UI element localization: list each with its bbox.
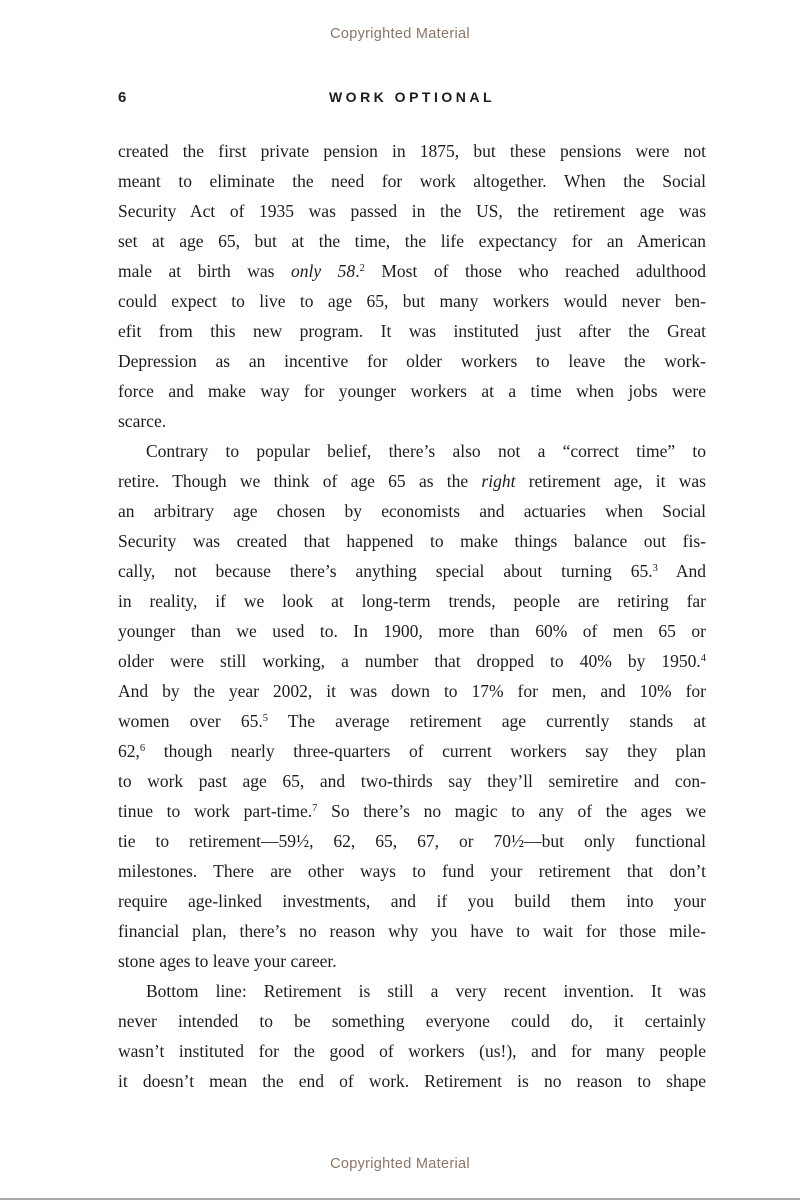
text-line: Security was created that happened to make things balance out fis-: [118, 531, 706, 551]
text-line: wasn’t instituted for the good of workers (us!), and for many people: [118, 1041, 706, 1061]
text-line: And by the year 2002, it was down to 17% for men, and 10% for: [118, 681, 706, 701]
text-line: 62,$^6$ though nearly three-quarters of current workers say they plan: [118, 741, 706, 761]
text-line: financial plan, there’s no reason why you have to wait for those mile-: [118, 921, 706, 941]
text-line: older were still working, a number that dropped to 40% by 1950.$^4$: [118, 651, 706, 671]
text-line: male at birth was only 58.$^2$ Most of those who reached adulthood: [118, 261, 707, 281]
text-line: set at age 65, but at the time, the life expectancy for an American: [118, 231, 706, 251]
text-block: [118, 136, 706, 1096]
text-line: women over 65.$^5$ The average retirement age currently stands at: [118, 711, 706, 731]
text-line: scarce.: [118, 411, 167, 431]
text-line: it doesn’t mean the end of work. Retirement is no reason to shape: [118, 1071, 706, 1091]
text-line: younger than we used to. In 1900, more than 60% of men 65 or: [118, 621, 706, 641]
footnote-marker: 4: [700, 653, 706, 664]
text-line: milestones. There are other ways to fund your retirement that don’t: [118, 861, 706, 881]
text-line: in reality, if we look at long-term trends, people are retiring far: [118, 591, 706, 611]
text-line: Contrary to popular belief, there’s also not a “correct time” to: [146, 441, 706, 461]
copyright-notice-top: Copyrighted Material: [330, 26, 470, 42]
text-line: require age-linked investments, and if you build them into your: [118, 891, 706, 911]
copyright-notice-bottom: Copyrighted Material: [330, 1156, 470, 1172]
text-line: Security Act of 1935 was passed in the US, the retirement age was: [118, 201, 706, 221]
footnote-marker: 5: [262, 713, 269, 724]
text-line: never intended to be something everyone could do, it certainly: [118, 1011, 706, 1031]
paragraph: [118, 976, 706, 1096]
text-line: force and make way for younger workers at a time when jobs were: [118, 381, 706, 401]
text-line: Depression as an incentive for older workers to leave the work-: [118, 351, 706, 371]
text-line: created the first private pension in 1875, but these pensions were not: [118, 141, 706, 161]
text-line: an arbitrary age chosen by economists and actuaries when Social: [118, 501, 706, 521]
running-title: WORK OPTIONAL: [328, 89, 496, 105]
footnote-marker: 3: [652, 563, 658, 574]
page-number: 6: [118, 89, 128, 106]
footnote-marker: 2: [359, 263, 365, 274]
text-line: tie to retirement—59½, 62, 65, 67, or 70½—but only functional: [118, 831, 706, 851]
text-line: cally, not because there’s anything special about turning 65.$^3$ And: [118, 561, 706, 581]
text-line: could expect to live to age 65, but many workers would never ben-: [118, 291, 706, 311]
text-line: efit from this new program. It was instituted just after the Great: [118, 321, 706, 341]
page-header: [118, 89, 706, 111]
text-line: retire. Though we think of age 65 as the right retirement age, it was: [118, 471, 706, 491]
footnote-marker: 6: [139, 743, 146, 754]
text-line: stone ages to leave your career.: [118, 951, 337, 971]
text-line: meant to eliminate the need for work altogether. When the Social: [118, 171, 706, 191]
text-line: Bottom line: Retirement is still a very recent invention. It was: [146, 981, 706, 1001]
paragraph: [118, 136, 706, 436]
text-line: tinue to work part-time.$^7$ So there’s no magic to any of the ages we: [118, 801, 706, 821]
footnote-marker: 7: [312, 803, 318, 814]
paragraph: [118, 436, 706, 976]
text-line: to work past age 65, and two-thirds say they’ll semiretire and con-: [118, 771, 706, 791]
